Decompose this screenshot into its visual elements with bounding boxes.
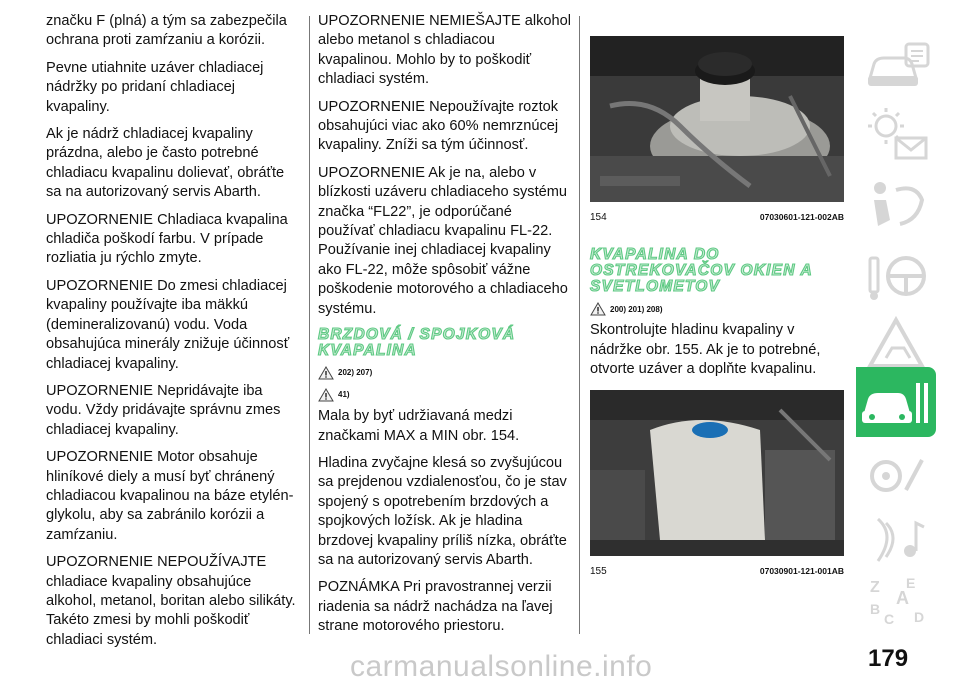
car-info-icon xyxy=(856,30,936,100)
paragraph: UPOZORNENIE Do zmesi chladiacej kvapaliny používajte iba mäkkú (demineralizovanú) vodu. Voda obsahujúca minerály znižuje účinnosť chladiacej kvapaliny. xyxy=(46,277,290,372)
figure-number: 155 xyxy=(590,565,607,577)
svg-text:A: A xyxy=(896,588,909,608)
paragraph: UPOZORNENIE Chladiaca kvapalina chladiča poškodí farbu. V prípade rozliatia ju rýchlo zmyte. xyxy=(46,211,288,267)
paragraph: Pevne utiahnite uzáver chladiacej nádržky po pridaní chladiacej kvapaliny. xyxy=(46,59,264,115)
column-divider xyxy=(309,16,310,634)
paragraph: UPOZORNENIE NEMIEŠAJTE alkohol alebo metanol s chladiacou kvapalinou. Mohlo by to poškodiť chladiaci systém. xyxy=(318,13,572,88)
paragraph: Hladina zvyčajne klesá so zvyšujúcou sa prejdenou vzdialenosťou, čo je stav spojený s opotrebením brzdových a spojkových ložísk. Ak je hladina brzdovej kvapaliny príliš nízka, obráťte sa na autorizovaný servis Abarth. xyxy=(318,454,567,568)
sidebar-tab-driving[interactable] xyxy=(856,240,936,310)
svg-text:C: C xyxy=(884,611,895,627)
driving-icon xyxy=(856,240,936,310)
note-reference xyxy=(318,385,572,405)
svg-text:Z: Z xyxy=(870,579,880,596)
figure-code: 07030901-121-001AB xyxy=(759,565,844,576)
svg-text:D: D xyxy=(914,609,925,625)
sidebar-tab-warning-lights[interactable] xyxy=(856,100,936,170)
caution-triangle-icon xyxy=(318,388,334,402)
sidebar-tab-safety[interactable] xyxy=(856,170,936,240)
figure-caption xyxy=(590,208,844,227)
figure-155-washer-reservoir xyxy=(590,390,844,556)
paragraph: UPOZORNENIE Nepridávajte iba vodu. Vždy pridávajte správnu zmes chladiacej kvapaliny. xyxy=(46,382,281,438)
sidebar-tab-technical-data[interactable] xyxy=(856,440,936,510)
paragraph: UPOZORNENIE Motor obsahuje hliníkové diely a musí byť chránený chladiacou kvapalinou na báze etylén-glykolu, aby sa zabránilo korózii a zamŕzaniu. xyxy=(46,449,294,543)
paragraph: Skontrolujte hladinu kvapaliny v nádržke obr. 155. Ak je to potrebné, otvorte uzáver a doplňte kvapalinu. xyxy=(590,322,821,378)
warning-triangle-icon xyxy=(318,366,334,380)
sidebar-tab-multimedia[interactable] xyxy=(856,505,936,575)
watermark: carmanualsonline.info xyxy=(350,650,653,683)
index-icon xyxy=(856,570,936,640)
column-3 xyxy=(590,0,844,581)
paragraph: POZNÁMKA Pri pravostrannej verzii riadenia sa nádrž nachádza na ľavej strane motorového priestoru. xyxy=(318,579,553,635)
sidebar-tab-car-info[interactable] xyxy=(856,30,936,100)
figure-caption xyxy=(590,562,844,581)
sidebar-tab-index[interactable] xyxy=(856,570,936,640)
page-number: 179 xyxy=(868,645,909,672)
paragraph: Ak je nádrž chladiacej kvapaliny prázdna, alebo je často potrebné chladiacu kvapalinu dolievať, obráťte sa na autorizovaný servis Abarth. xyxy=(46,126,285,201)
reference-numbers: 41) xyxy=(338,390,350,400)
paragraph: značku F (plná) a tým sa zabezpečila ochrana proti zamŕzaniu a korózii. xyxy=(46,13,287,49)
column-2 xyxy=(318,12,572,645)
paragraph: UPOZORNENIE NEPOUŽÍVAJTE chladiace kvapaliny obsahujúce alkohol, metanol, boritan alebo silikáty. Takéto zmesi by mohli poškodiť chladiaci systém. xyxy=(46,554,296,648)
maintenance-icon xyxy=(856,367,936,437)
sidebar-tab-maintenance[interactable] xyxy=(856,367,936,437)
multimedia-icon xyxy=(856,505,936,575)
svg-text:E: E xyxy=(906,575,916,591)
section-heading-washer-fluid: KVAPALINA DO OSTREKOVAČOV OKIEN A SVETLOMETOV xyxy=(590,246,813,296)
reference-numbers: 202) 207) xyxy=(338,368,373,378)
warning-reference xyxy=(590,299,844,319)
svg-text:B: B xyxy=(870,601,881,617)
column-divider xyxy=(579,16,580,634)
reference-numbers: 200) 201) 208) xyxy=(610,304,663,314)
figure-code: 07030601-121-002AB xyxy=(759,212,844,222)
paragraph: UPOZORNENIE Ak je na, alebo v blízkosti uzáveru chladiaceho systému značka “FL22”, je odporúčané používať chladiacu kvapalinu FL-22. Používanie inej chladiacej kvapaliny ako FL-22, môže spôsobiť vážne poškodenie motorového a chladiaceho systému. xyxy=(318,164,568,317)
figure-number: 154 xyxy=(590,212,607,223)
column-1 xyxy=(46,12,300,658)
paragraph: UPOZORNENIE Nepoužívajte roztok obsahujúci viac ako 60% nemrznúcej kvapaliny. Zníži sa tým účinnosť. xyxy=(318,98,559,154)
warning-triangle-icon xyxy=(590,302,606,316)
figure-154-brake-reservoir xyxy=(590,36,844,202)
warning-reference xyxy=(318,363,572,383)
section-heading-brake-fluid: BRZDOVÁ / SPOJKOVÁ KVAPALINA xyxy=(318,326,516,360)
paragraph: Mala by byť udržiavaná medzi značkami MAX a MIN obr. 154. xyxy=(318,408,520,444)
technical-data-icon xyxy=(856,440,936,510)
warning-lights-icon xyxy=(856,100,936,170)
safety-icon xyxy=(856,170,936,240)
